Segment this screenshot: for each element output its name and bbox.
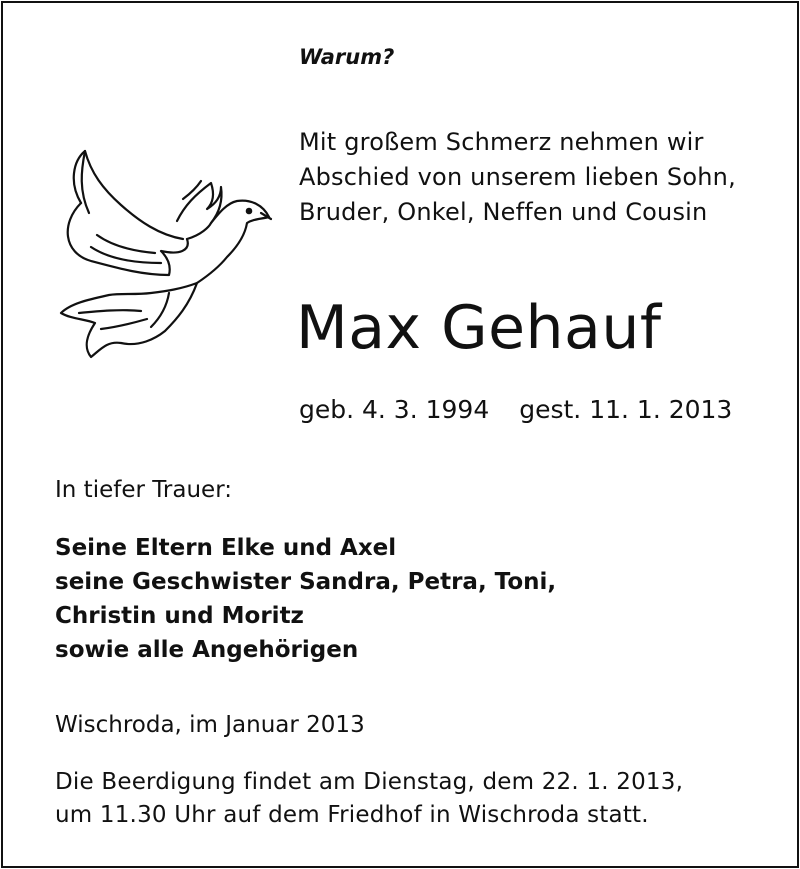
life-dates [299,395,732,424]
funeral-line: um 11.30 Uhr auf dem Friedhof in Wischroda statt. [55,802,649,828]
obituary-notice [1,1,799,868]
family-line: Christin und Moritz [55,603,304,629]
intro-line: Bruder, Onkel, Neffen und Cousin [299,198,708,226]
funeral-info [55,766,683,832]
heading: Warum? [299,45,395,69]
death-date: gest. 11. 1. 2013 [519,395,733,424]
mourning-label: In tiefer Trauer: [55,477,232,503]
deceased-name: Max Gehauf [296,293,662,363]
intro-line: Mit großem Schmerz nehmen wir [299,128,704,156]
birth-date: geb. 4. 3. 1994 [299,395,490,424]
family-line: seine Geschwister Sandra, Petra, Toni, [55,569,557,595]
funeral-line: Die Beerdigung findet am Dienstag, dem 22. 1. 2013, [55,769,684,795]
intro-text [299,125,736,230]
family-line: Seine Eltern Elke und Axel [55,535,397,561]
place-date: Wischroda, im Januar 2013 [55,712,365,738]
family-line: sowie alle Angehörigen [55,637,359,663]
dove-icon [51,143,276,373]
family-list [55,531,556,667]
intro-line: Abschied von unserem lieben Sohn, [299,163,736,191]
